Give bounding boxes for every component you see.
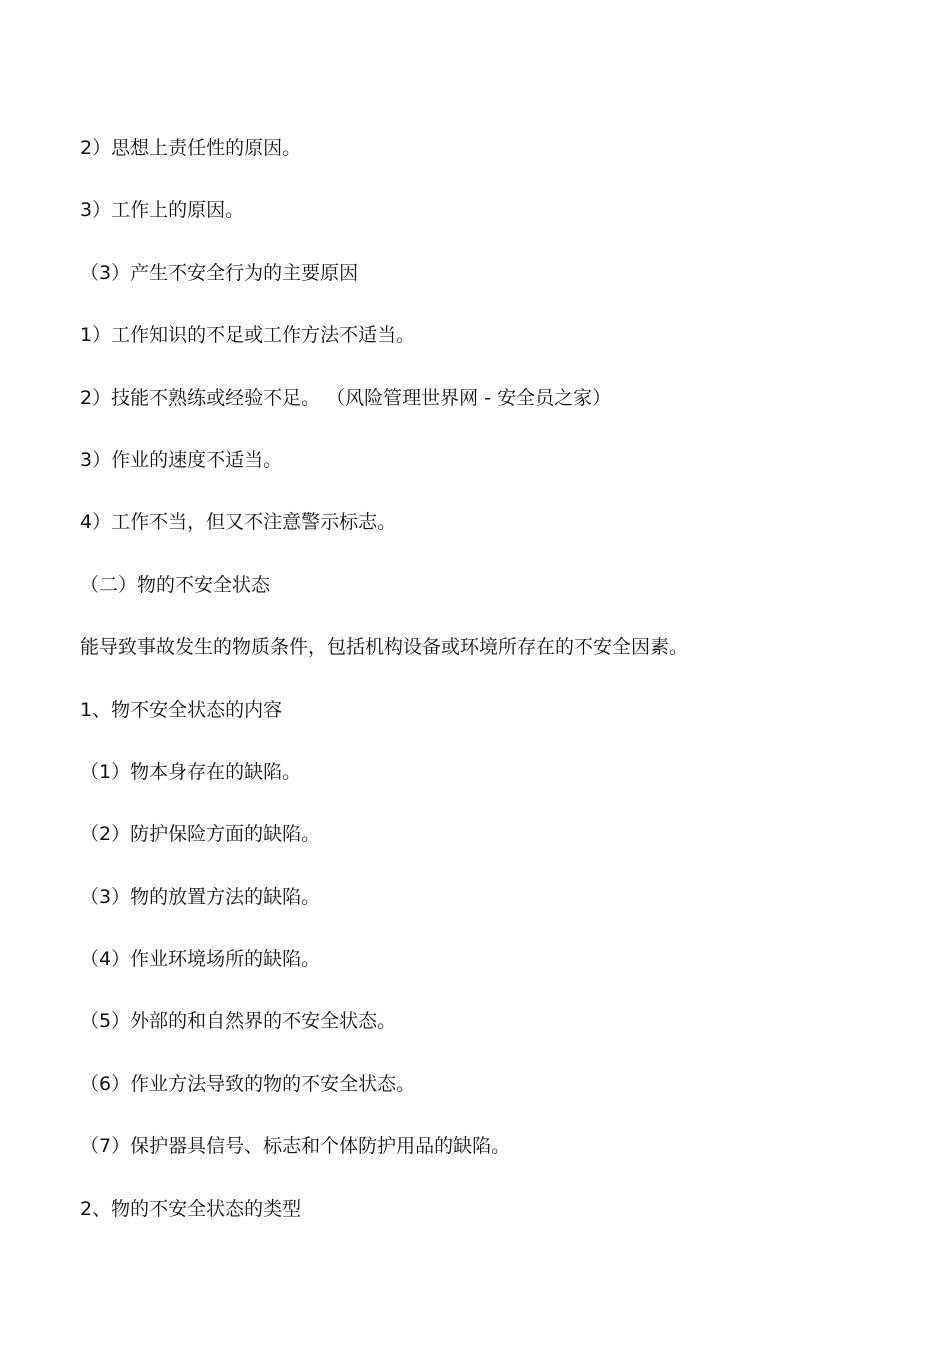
paragraph-line: （5）外部的和自然界的不安全状态。 bbox=[80, 1010, 397, 1033]
section-heading: （3）产生不安全行为的主要原因 bbox=[80, 261, 359, 284]
section-heading: 1、物不安全状态的内容 bbox=[80, 698, 283, 721]
section-heading: 2、物的不安全状态的类型 bbox=[80, 1197, 302, 1220]
document-body bbox=[80, 133, 910, 1256]
section-heading: （二）物的不安全状态 bbox=[80, 573, 271, 596]
paragraph-line: （7）保护器具信号、标志和个体防护用品的缺陷。 bbox=[80, 1135, 511, 1158]
paragraph-line: （6）作业方法导致的物的不安全状态。 bbox=[80, 1072, 416, 1095]
paragraph-line: （1）物本身存在的缺陷。 bbox=[80, 760, 302, 783]
paragraph-line: （3）物的放置方法的缺陷。 bbox=[80, 885, 321, 908]
paragraph-line: 1）工作知识的不足或工作方法不适当。 bbox=[80, 324, 416, 347]
paragraph-line: 能导致事故发生的物质条件，包括机构设备或环境所存在的不安全因素。 bbox=[80, 636, 689, 659]
paragraph-line: 3）作业的速度不适当。 bbox=[80, 448, 283, 471]
paragraph-line: 3）工作上的原因。 bbox=[80, 199, 245, 222]
paragraph-line: 2）技能不熟练或经验不足。 （风险管理世界网 - 安全员之家） bbox=[80, 386, 612, 409]
paragraph-line: （2）防护保险方面的缺陷。 bbox=[80, 823, 321, 846]
paragraph-line: 2）思想上责任性的原因。 bbox=[80, 137, 302, 159]
paragraph-line: （4）作业环境场所的缺陷。 bbox=[80, 948, 321, 971]
paragraph-line: 4）工作不当，但又不注意警示标志。 bbox=[80, 511, 397, 534]
